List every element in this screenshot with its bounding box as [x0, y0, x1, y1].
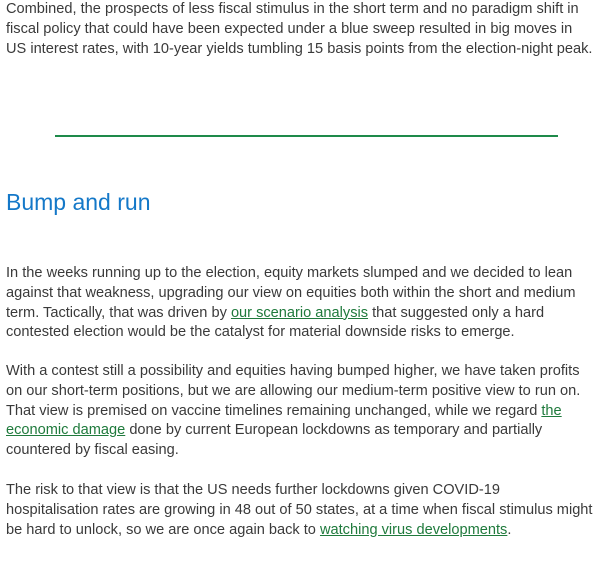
- intro-paragraph: [6, 0, 596, 59]
- paragraph-text: With a contest still a possibility and equities having bumped higher, we have taken profits on our short-term positions, but we are allowing our medium-term positive view to run on. That view is premised on vaccine timelines remaining unchanged, while we regard: [6, 363, 581, 419]
- section-divider: [55, 135, 558, 137]
- paragraph-text: .: [507, 521, 512, 538]
- paragraph-text: that suggested only a hard contested election would be the catalyst for material downside risks to emerge.: [6, 304, 545, 341]
- virus-developments-link[interactable]: watching virus developments: [319, 521, 508, 538]
- paragraph-risk: [6, 481, 596, 540]
- paragraph-text: done by current European lockdowns as temporary and partially countered by fiscal easing.: [6, 422, 543, 459]
- economic-damage-link[interactable]: the economic damage: [6, 402, 562, 439]
- scenario-analysis-link[interactable]: our scenario analysis: [230, 304, 369, 321]
- paragraph-equity-markets: [6, 264, 596, 343]
- paragraph-text: In the weeks running up to the election, equity markets slumped and we decided to lean against that weakness, upgrading our view on equities both within the short and medium term. Tactically, that was driven by: [6, 265, 576, 321]
- paragraph-profits: [6, 362, 596, 461]
- intro-text: Combined, the prospects of less fiscal stimulus in the short term and no paradigm shift in fiscal policy that could have been expected under a blue sweep resulted in big moves in US interest rates, with 10-year yields tumbling 15 basis points from the election-night peak.: [6, 1, 593, 57]
- paragraph-text: The risk to that view is that the US needs further lockdowns given COVID-19 hospitalisation rates are growing in 48 out of 50 states, at a time when fiscal stimulus might be hard to unlock, so we are once again back to: [6, 482, 593, 538]
- section-heading: Bump and run: [6, 189, 151, 215]
